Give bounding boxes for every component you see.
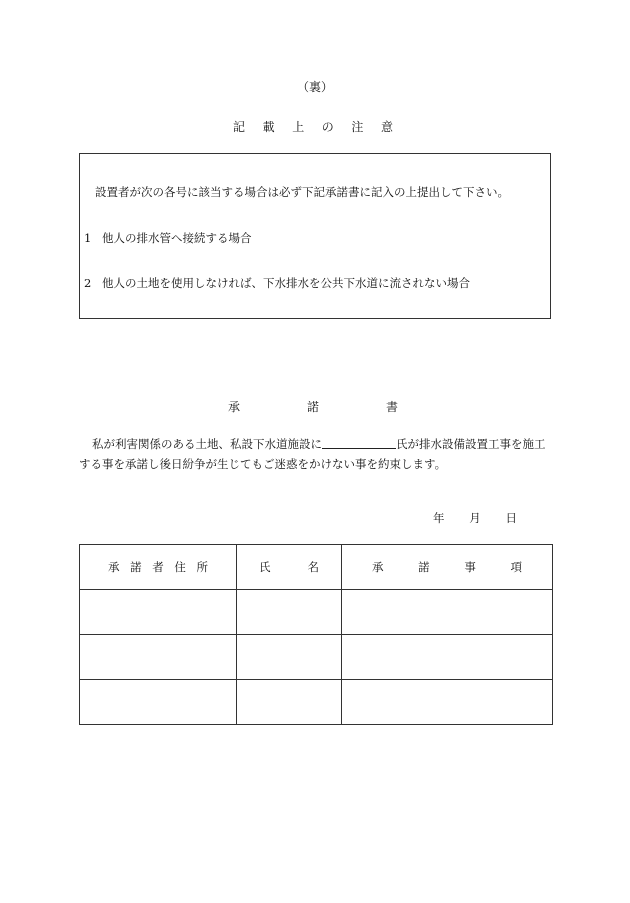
consent-heading-char: 諾 [306, 400, 319, 414]
notes-heading-char: の [321, 120, 334, 134]
notes-intro: 設置者が次の各号に該当する場合は必ず下記承諾書に記入の上提出して下さい。 [95, 185, 509, 199]
notes-heading-char: 載 [262, 120, 275, 134]
consent-heading-char: 書 [385, 400, 398, 414]
note-item-number: 2 [84, 276, 92, 290]
header-char: 住 [174, 560, 186, 574]
header-char: 承 [372, 560, 384, 574]
header-address [80, 545, 237, 590]
header-matter [342, 545, 553, 590]
address-cell[interactable] [80, 635, 237, 680]
note-item [84, 230, 252, 246]
header-char: 所 [196, 560, 208, 574]
name-cell[interactable] [237, 635, 342, 680]
header-char: 承 [108, 560, 120, 574]
note-item-text: 他人の土地を使用しなければ、下水排水を公共下水道に流されない場合 [102, 276, 470, 290]
notes-heading-char: 上 [292, 120, 305, 134]
notes-heading [233, 118, 393, 135]
header-char: 名 [307, 560, 319, 574]
date-day-label: 日 [505, 511, 517, 525]
address-cell[interactable] [80, 680, 237, 725]
matter-cell[interactable] [342, 590, 553, 635]
table-header-row [80, 545, 553, 590]
date-month-label: 月 [469, 511, 481, 525]
notes-heading-char: 意 [380, 120, 393, 134]
header-char: 事 [464, 560, 476, 574]
consent-body-text: 氏が排水設備設置工事を施工する事を承諾し後日紛争が生じてもご迷惑をかけない事を約束します。 [79, 437, 546, 471]
contractor-name-blank [322, 436, 396, 449]
note-item-text: 他人の排水管へ接続する場合 [102, 231, 252, 245]
header-char: 項 [510, 560, 522, 574]
consent-table [79, 544, 553, 725]
note-item-number: 1 [84, 231, 92, 245]
name-cell[interactable] [237, 680, 342, 725]
header-char: 氏 [259, 560, 271, 574]
header-name [237, 545, 342, 590]
header-char: 諾 [130, 560, 142, 574]
table-row [80, 635, 553, 680]
consent-body-text: 私が利害関係のある土地、私設下水道施設に [92, 437, 322, 451]
notes-heading-char: 注 [351, 120, 364, 134]
name-cell[interactable] [237, 590, 342, 635]
consent-heading-char: 承 [228, 400, 241, 414]
table-row [80, 590, 553, 635]
header-char: 諾 [418, 560, 430, 574]
matter-cell[interactable] [342, 680, 553, 725]
header-char: 者 [152, 560, 164, 574]
reverse-side-label: （裏） [296, 80, 333, 94]
address-cell[interactable] [80, 590, 237, 635]
matter-cell[interactable] [342, 635, 553, 680]
table-row [80, 680, 553, 725]
date-line [433, 510, 517, 526]
date-year-label: 年 [433, 511, 445, 525]
consent-body [79, 434, 553, 474]
notes-heading-char: 記 [233, 120, 246, 134]
note-item [84, 275, 470, 291]
consent-heading [228, 398, 398, 415]
